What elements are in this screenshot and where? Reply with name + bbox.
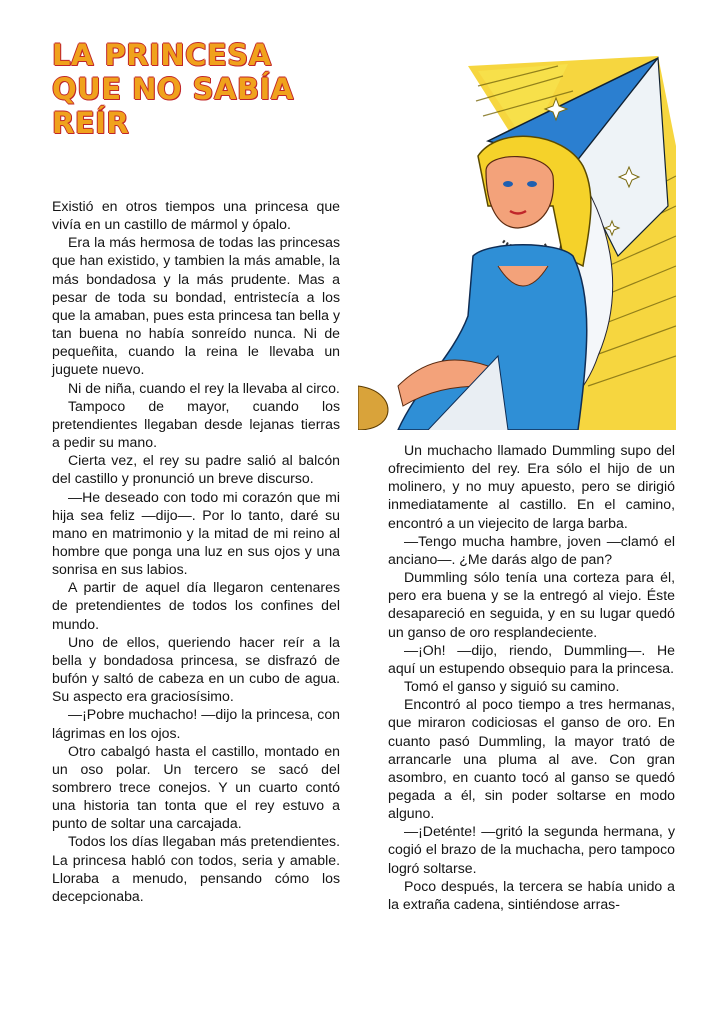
right-text-column [388,441,675,913]
title-line-3: REÍR [52,106,130,140]
story-title [52,38,352,140]
princess-illustration [358,56,676,430]
paragraph: Existió en otros tiempos una princesa que vivía en un castillo de mármol y ópalo. [52,198,340,233]
paragraph: Uno de ellos, queriendo hacer reír a la bella y bondadosa princesa, se disfrazó de bufón y saltó de cabeza en un cubo de agua. Su aspecto era graciosísimo. [52,633,340,705]
paragraph: Poco después, la tercera se había unido a la extraña cadena, sintiéndose arras- [388,877,675,912]
paragraph: —¡Oh! —dijo, riendo, Dummling—. He aquí un estupendo obsequio para la princesa. [388,641,675,676]
paragraph: Encontró al poco tiempo a tres hermanas, que miraron codiciosas el ganso de oro. En cuanto pasó Dummling, la mayor trató de arrancarle una pluma al ave. Con gran asombro, en cuanto tocó al ganso se quedó pegada a él, sin poder soltarse en modo alguno. [388,696,675,822]
paragraph: Todos los días llegaban más pretendientes. La princesa habló con todos, seria y amable. Lloraba a menudo, pensando cómo los decepcionaba. [52,833,340,904]
paragraph: Otro cabalgó hasta el castillo, montado en un oso polar. Un tercero se sacó del sombrero trece conejos. Y un cuarto contó una historia tan tonta que el rey estuvo a punto de soltar una carcajada. [52,742,340,832]
paragraph: Era la más hermosa de todas las princesas que han existido, y tambien la más amable, la más bondadosa y la más prudente. Mas a pesar de toda su bondad, entristecía a los que la amaban, pues esta princesa tan bella y tan buena no había sonreído nunca. Ni de pequeñita, cuando la reina le llevaba un juguete nuevo. [52,234,340,378]
paragraph: Tampoco de mayor, cuando los pretendientes llegaban desde lejanas tierras a pedir su mano. [52,397,340,451]
paragraph: Dummling sólo tenía una corteza para él, pero era buena y se la entregó al viejo. Éste desapareció en seguida, y en su lugar quedó un ganso de oro resplandeciente. [388,569,675,640]
paragraph: Cierta vez, el rey su padre salió al balcón del castillo y pronunció un breve discurso. [52,452,340,487]
paragraph: Tomó el ganso y siguió su camino. [404,678,620,695]
paragraph: —Tengo mucha hambre, joven —clamó el anciano—. ¿Me darás algo de pan? [388,532,675,567]
paragraph: Ni de niña, cuando el rey la llevaba al circo. [68,379,340,396]
paragraph: A partir de aquel día llegaron centenares de pretendientes de todos los confines del mundo. [52,579,340,632]
paragraph: —¡Pobre muchacho! —dijo la princesa, con lágrimas en los ojos. [52,706,340,741]
left-text-column [52,197,340,905]
title-line-2: QUE NO SABÍA [52,72,294,106]
paragraph: —¡Deténte! —gritó la segunda hermana, y cogió el brazo de la muchacha, pero tampoco logró soltarse. [388,823,675,876]
paragraph: Un muchacho llamado Dummling supo del ofrecimiento del rey. Era sólo el hijo de un molinero, y no muy apuesto, pero se dirigió inmediatamente al castillo. En el camino, encontró a un viejecito de larga barba. [388,442,675,531]
title-line-1: LA PRINCESA [52,38,272,72]
paragraph: —He deseado con todo mi corazón que mi hija sea feliz —dijo—. Por lo tanto, daré su mano en matrimonio y la mitad de mi reino al hombre que ponga una luz en sus ojos y una sonrisa en sus labios. [52,488,340,578]
